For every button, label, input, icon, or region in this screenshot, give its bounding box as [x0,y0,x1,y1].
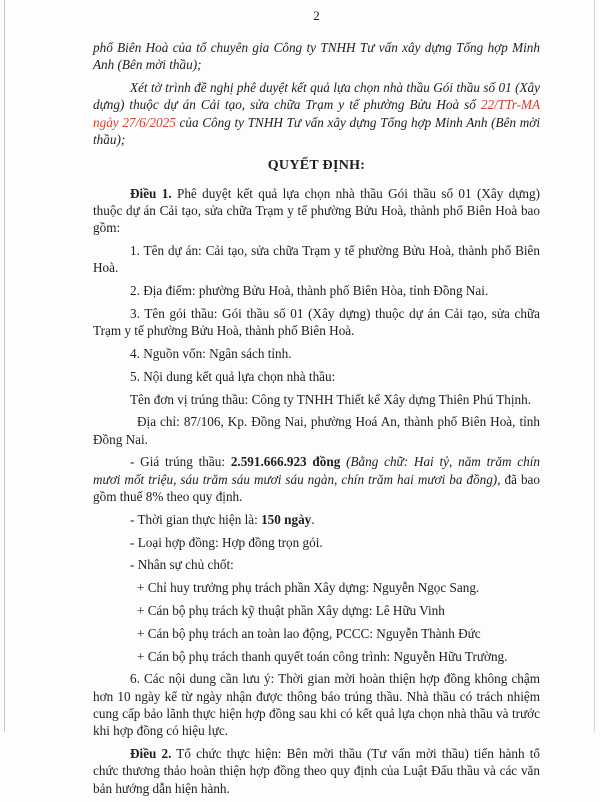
price-tax-note: , đã bao gồm thuế 8% theo quy định. [93,471,540,505]
preamble-xet-to-trinh [93,79,540,148]
article-1-body: Phê duyệt kết quả lựa chọn nhà thầu Gói thầu số 01 (Xây dựng) thuộc dự án Cải tạo, sửa chữa Trạm y tế phường Bửu Hoà, thành phố Biên Hoà bao gồm: [93,185,540,236]
price-label: - Giá trúng thầu: [130,454,231,470]
page-number: 2 [313,8,320,23]
item-5-result-content: 5. Nội dung kết quả lựa chọn nhà thầu: [130,368,336,384]
page-edge-right [594,0,595,732]
price-value: 2.591.666.923 đồng [230,454,341,470]
item-3-package-name: 3. Tên gói thầu: Gói thầu số 01 (Xây dựng) thuộc dự án Cải tạo, sửa chữa Trạm y tế phường Bửu Hoà, thành phố Biên Hoà. [93,305,540,339]
article-1-label: Điều 1. [130,185,172,201]
key-personnel-label: - Nhân sự chủ chốt: [130,557,234,573]
article-2-paragraph [93,745,540,797]
duration-label: - Thời gian thực hiện là: [130,511,262,527]
preamble-text-pre: Xét tờ trình đề nghị phê duyệt kết quả lựa chọn nhà thầu Gói thầu số 01 (Xây dựng) thuộc dự án Cải tạo, sửa chữa Trạm y tế phường Bửu Hoà số [93,80,540,113]
duration-period: . [311,511,315,527]
contractor-address-line: Địa chỉ: 87/106, Kp. Đồng Nai, phường Hoá An, thành phố Biên Hoà, tỉnh Đồng Nai. [93,414,540,447]
document-reference-red: 22/TTr-MA ngày 27/6/2025 [93,97,540,130]
article-2-body: Tổ chức thực hiện: Bên mời thầu (Tư vấn mời thầu) tiến hành tổ chức thương thảo hoàn thiện hợp đồng theo quy định của Luật Đấu thầu và các văn bản hướng dẫn hiện hành. [93,746,540,796]
preamble-continuation-text: phố Biên Hoà của tổ chuyên gia Công ty TNHH Tư vấn xây dựng Tổng hợp Minh Anh (Bên mời thầu); [93,40,540,73]
personnel-technical-officer: + Cán bộ phụ trách kỹ thuật phần Xây dựng: Lê Hữu Vinh [137,603,445,619]
page-edge-left [4,0,5,732]
preamble-text-post: của Công ty TNHH Tư vấn xây dựng Tổng hợp Minh Anh (Bên mời thầu); [93,114,540,147]
winning-price-line [93,453,540,505]
duration-value: 150 ngày [261,511,312,527]
item-2-location: 2. Địa điểm: phường Bửu Hoà, thành phố Biên Hòa, tỉnh Đồng Nai. [130,283,489,299]
decision-heading: QUYẾT ĐỊNH: [267,158,366,174]
personnel-settlement-officer: + Cán bộ phụ trách thanh quyết toán công trình: Nguyễn Hữu Trường. [137,648,508,664]
personnel-safety-officer: + Cán bộ phụ trách an toàn lao động, PCCC: Nguyễn Thành Đức [137,625,481,641]
price-in-words: (Bằng chữ: Hai tỷ, năm trăm chín mươi mốt triệu, sáu trăm sáu mươi sáu ngàn, chín trăm hai mươi ba đồng) [93,454,541,487]
article-1-paragraph [93,185,540,237]
winning-contractor-line: Tên đơn vị trúng thầu: Công ty TNHH Thiết kế Xây dựng Thiên Phú Thịnh. [130,391,532,407]
personnel-site-commander: + Chỉ huy trưởng phụ trách phần Xây dựng: Nguyễn Ngọc Sang. [137,580,480,596]
article-2-label: Điều 2. [130,746,172,762]
contract-type-line: - Loại hợp đồng: Hợp đồng trọn gói. [130,534,323,550]
item-6-notes: 6. Các nội dung cần lưu ý: Thời gian mời hoàn thiện hợp đồng không chậm hơn 10 ngày kể từ ngày nhận được thông báo trúng thầu. Nhà thầu có trách nhiệm cung cấp bảo lãnh thực hiện hợp đồng sau khi có kết quả lựa chọn nhà thầu và trước khi hợp đồng có hiệu lực. [93,671,540,739]
preamble-continuation [93,39,540,74]
duration-line [93,511,540,528]
item-4-funding-source: 4. Nguồn vốn: Ngân sách tỉnh. [130,345,292,361]
document-content [93,8,540,802]
item-1-project-name: 1. Tên dự án: Cải tạo, sửa chữa Trạm y tế phường Bửu Hoà, thành phố Biên Hoà. [93,242,540,276]
